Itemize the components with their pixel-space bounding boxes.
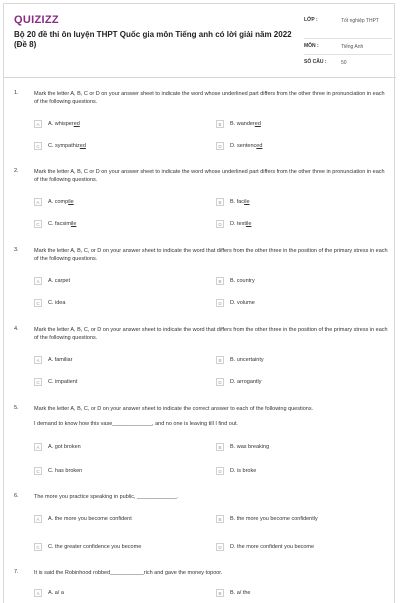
option-text: A. a/ a [48,590,64,596]
option-letter-box[interactable]: C [34,142,42,150]
option-label [230,221,251,227]
option-letter-box[interactable]: A [34,443,42,451]
option-text: B. wander [230,121,255,127]
question-text: The more you practice speaking in public, _____________. [34,494,179,500]
option-letter-box[interactable]: D [216,467,224,475]
option-text: A. whisper [48,121,74,127]
option-label [48,590,64,596]
option-underlined-part: ed [256,143,263,149]
meta-class-label: LỚP : [304,17,318,23]
question-text: Mark the letter A, B, C, or D on your answer sheet to indicate the word that differs from the other three in the position of the primary stress in each of the following questions. [34,248,388,262]
question-sentence: I demand to know how this vase_____________, and no one is leaving till I find out. [34,421,238,427]
worksheet-meta [304,4,396,78]
option-text: B. uncertainty [230,357,264,363]
question-number: 3. [14,247,19,253]
option-letter-box[interactable]: B [216,277,224,285]
question-number: 1. [14,90,19,96]
question-number: 2. [14,168,19,174]
meta-count-value: 50 [341,60,347,66]
meta-divider [304,38,392,39]
option-text: B. a/ the [230,590,251,596]
option-underlined-part: ile [244,199,250,205]
option-letter-box[interactable]: A [34,515,42,523]
option-letter-box[interactable]: C [34,543,42,551]
option-text: C. has broken [48,468,83,474]
option-letter-box[interactable]: C [34,378,42,386]
option-letter-box[interactable]: D [216,220,224,228]
option-label [230,121,261,127]
option-text: A. familiar [48,357,73,363]
question-number: 7. [14,569,19,575]
option-label [48,357,72,363]
option-letter-box[interactable]: B [216,198,224,206]
option-label [230,444,269,450]
option-label [230,379,262,385]
quizizz-logo: QUIZIZZ [14,14,59,26]
document-title: Bộ 20 đề thi ôn luyện THPT Quốc gia môn Tiếng anh có lời giải năm 2022 (Đề 8) [14,30,292,49]
question-text: Mark the letter A, B, C, or D on your answer sheet to indicate the correct answer to each of the following questions. [34,406,314,412]
option-letter-box[interactable]: A [34,198,42,206]
option-label [48,221,76,227]
meta-subject-label: MÔN : [304,43,319,49]
option-label [48,121,80,127]
option-text: C. idea [48,300,66,306]
option-label [48,143,86,149]
option-text: B. country [230,278,255,284]
option-label [48,444,81,450]
option-label [230,468,256,474]
option-label [48,544,141,550]
option-label [48,300,65,306]
option-underlined-part: ed [79,143,86,149]
option-text: D. is broke [230,468,257,474]
option-text: A. got broken [48,444,81,450]
option-text: C. sympathiz [48,143,80,149]
option-text: C. impatient [48,379,78,385]
meta-class-value: Tốt nghiệp THPT [341,18,379,24]
option-label [230,278,255,284]
option-label [48,199,74,205]
option-text: C. facsim [48,221,71,227]
option-underlined-part: ed [73,121,80,127]
option-letter-box[interactable]: B [216,120,224,128]
option-text: D. text [230,221,246,227]
question-text: It is said the Robinhood robbed___________rich and gave the money topoor. [34,570,223,576]
option-text: D. the more confident you become [230,544,315,550]
option-label [48,516,132,522]
question-number: 4. [14,326,19,332]
option-text: D. arrogantly [230,379,262,385]
question-text: Mark the letter A, B, C or D on your answer sheet to indicate the word whose underlined part differs from the other three in pronunciation in each of the following questions. [34,169,385,183]
option-text: D. sentenc [230,143,257,149]
option-label [230,199,250,205]
option-label [230,357,264,363]
option-label [48,379,77,385]
option-text: A. comp [48,199,69,205]
option-text: D. volume [230,300,255,306]
option-letter-box[interactable]: A [34,589,42,597]
option-letter-box[interactable]: C [34,467,42,475]
option-letter-box[interactable]: C [34,220,42,228]
option-text: B. was breaking [230,444,270,450]
question-number: 5. [14,405,19,411]
worksheet-header [4,4,396,78]
option-letter-box[interactable]: B [216,356,224,364]
option-letter-box[interactable]: B [216,589,224,597]
question-number: 6. [14,493,19,499]
option-underlined-part: ile [68,199,74,205]
option-label [48,278,70,284]
worksheet [3,3,395,603]
option-letter-box[interactable]: D [216,299,224,307]
option-text: B. the more you become confidently [230,516,318,522]
option-underlined-part: ile [245,221,252,227]
option-label [230,300,255,306]
option-text: C. the greater confidence you become [48,544,142,550]
option-letter-box[interactable]: B [216,443,224,451]
option-letter-box[interactable]: D [216,378,224,386]
meta-count-label: SỐ CÂU : [304,59,327,65]
option-letter-box[interactable]: A [34,277,42,285]
option-letter-box[interactable]: D [216,543,224,551]
option-label [230,143,262,149]
option-letter-box[interactable]: A [34,356,42,364]
option-label [230,590,251,596]
option-letter-box[interactable]: D [216,142,224,150]
meta-subject-value: Tiếng Anh [341,44,364,50]
option-text: A. the more you become confident [48,516,132,522]
question-text: Mark the letter A, B, C, or D on your answer sheet to indicate the word that differs from the other three in the position of the primary stress in each of the following questions. [34,327,388,341]
option-letter-box[interactable]: A [34,120,42,128]
meta-divider [304,54,392,55]
option-underlined-part: ed [254,121,261,127]
option-label [48,468,82,474]
option-label [230,544,314,550]
option-letter-box[interactable]: C [34,299,42,307]
option-underlined-part: ile [70,221,77,227]
option-text: B. fac [230,199,245,205]
option-letter-box[interactable]: B [216,515,224,523]
option-label [230,516,318,522]
question-text: Mark the letter A, B, C or D on your answer sheet to indicate the word whose underlined part differs from the other three in pronunciation in each of the following questions. [34,91,385,105]
option-text: A. carpet [48,278,71,284]
